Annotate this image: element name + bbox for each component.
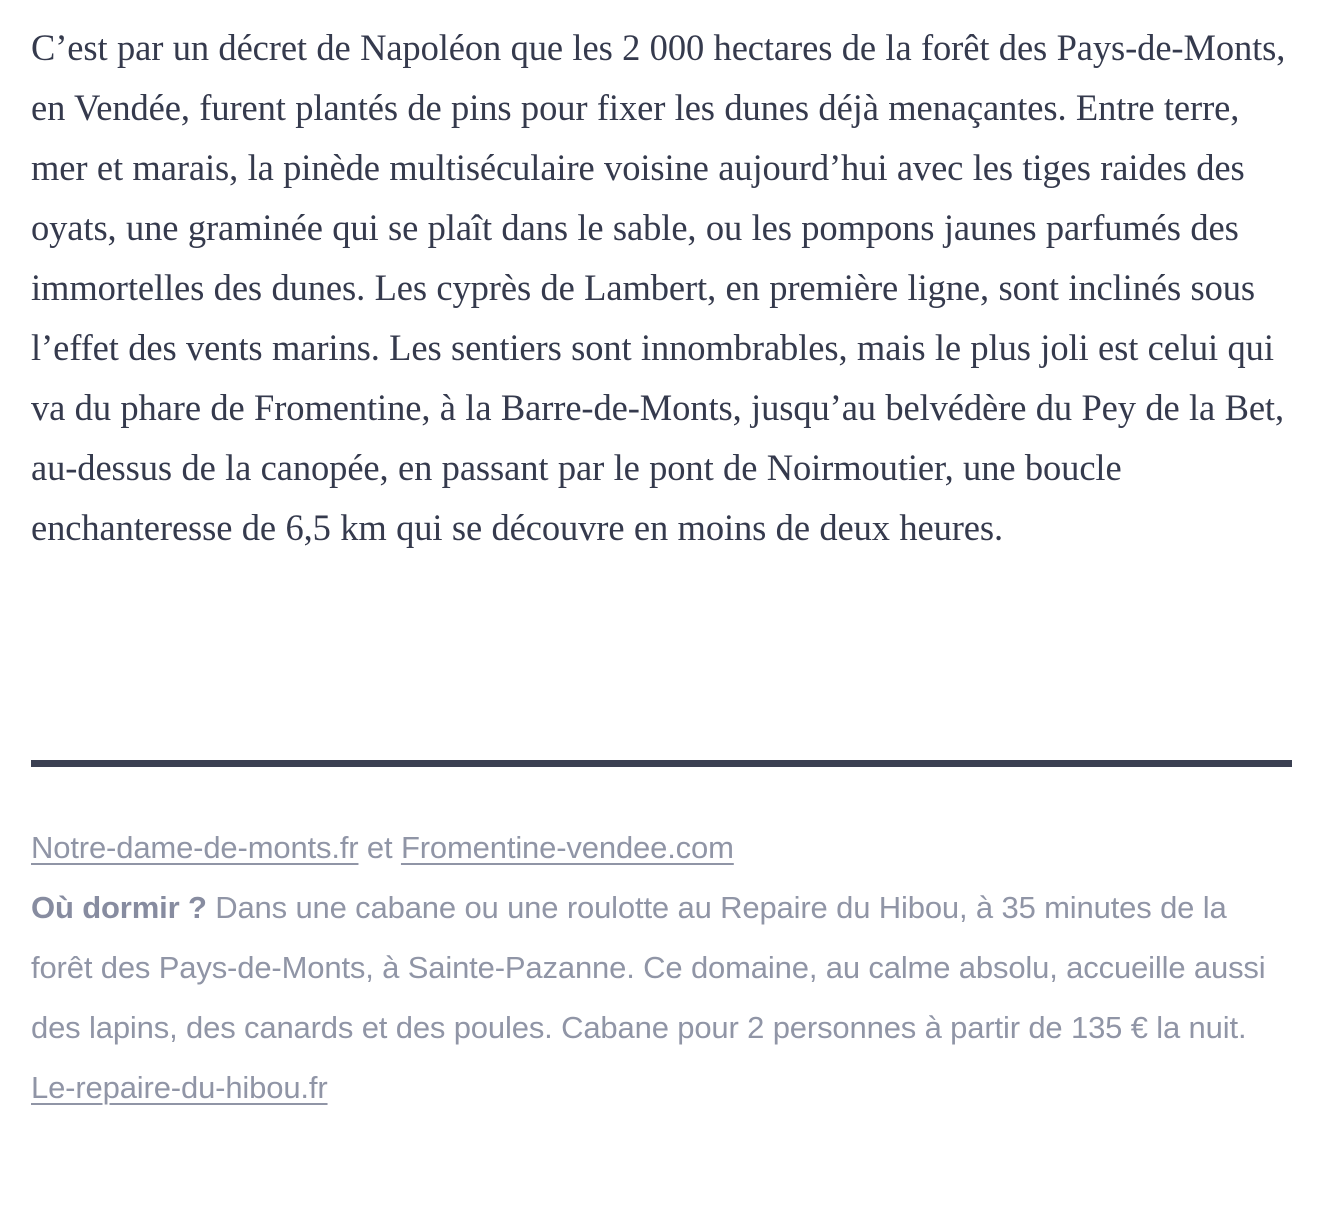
link-notre-dame-de-monts[interactable]: Notre-dame-de-monts.fr [31,830,359,865]
lodging-description: Dans une cabane ou une roulotte au Repaire du Hibou, à 35 minutes de la forêt des Pays-de-Monts, à Sainte-Pazanne. Ce domaine, au calme absolu, accueille aussi des lapins, des canards et des poules. Cabane pour 2 personnes à partir de 135 € la nuit. [31,890,1266,1045]
practical-info-links-line [31,818,1276,878]
practical-info-block [31,818,1276,1118]
article-body [31,18,1287,558]
practical-info-lodging-line [31,878,1276,1118]
article-paragraph: C’est par un décret de Napoléon que les 2 000 hectares de la forêt des Pays-de-Monts, en Vendée, furent plantés de pins pour fixer les dunes déjà menaçantes. Entre terre, mer et marais, la pinède multiséculaire voisine aujourd’hui avec les tiges raides des oyats, une graminée qui se plaît dans le sable, ou les pompons jaunes parfumés des immortelles des dunes. Les cyprès de Lambert, en première ligne, sont inclinés sous l’effet des vents marins. Les sentiers sont innombrables, mais le plus joli est celui qui va du phare de Fromentine, à la Barre-de-Monts, jusqu’au belvédère du Pey de la Bet, au-dessus de la canopée, en passant par le pont de Noirmoutier, une boucle enchanteresse de 6,5 km qui se découvre en moins de deux heures. [31,27,1286,548]
lodging-label: Où dormir ? [31,890,207,925]
section-divider [31,760,1292,767]
link-fromentine-vendee[interactable]: Fromentine-vendee.com [400,830,734,865]
links-separator: et [358,830,401,865]
link-le-repaire-du-hibou[interactable]: Le-repaire-du-hibou.fr [31,1070,328,1105]
